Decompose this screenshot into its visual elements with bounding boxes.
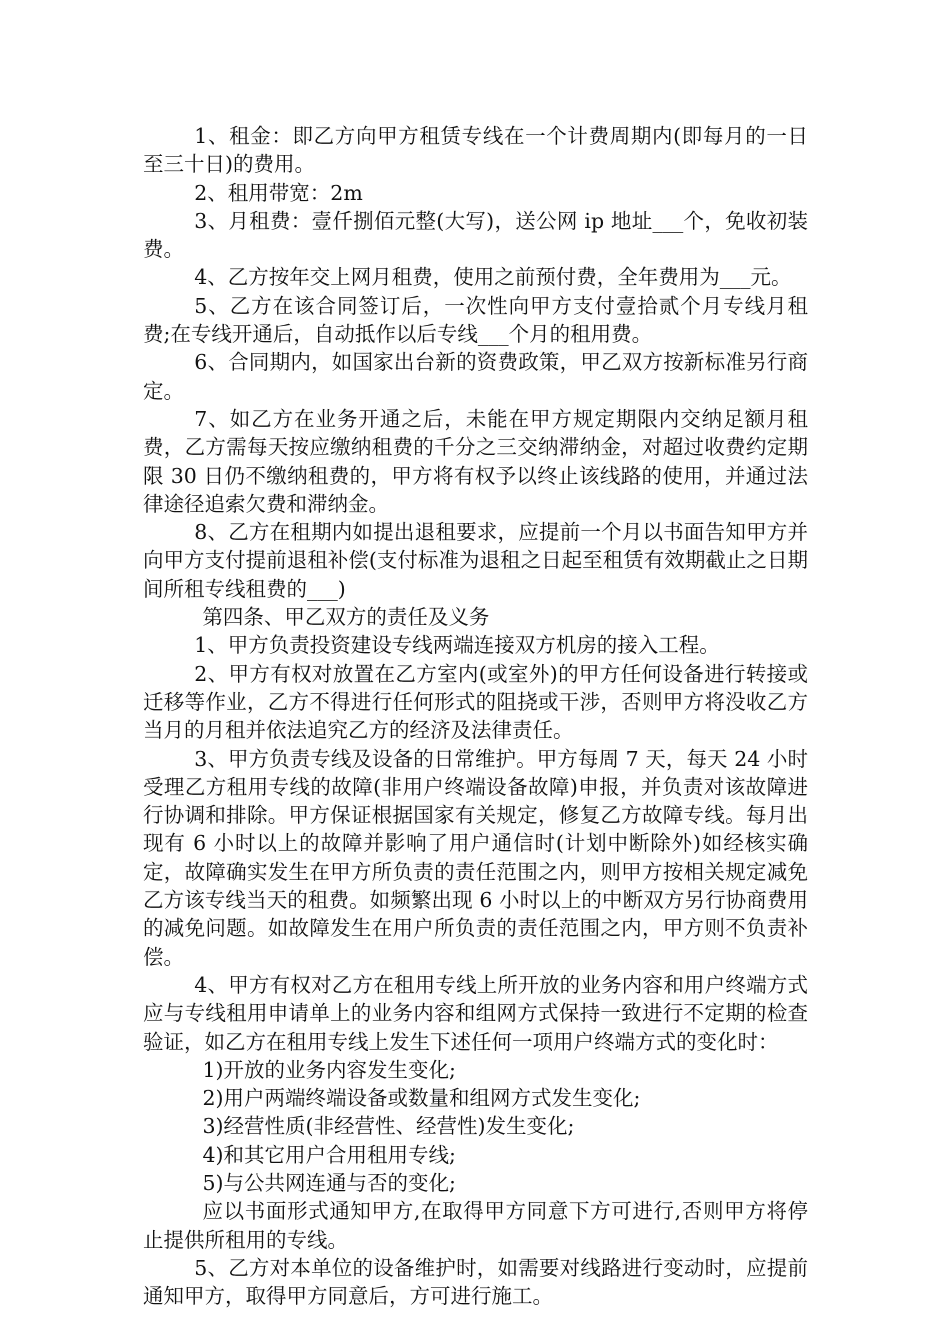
list-item: 1)开放的业务内容发生变化;: [202, 1057, 456, 1082]
clause-late-fee: 7、如乙方在业务开通之后，未能在甲方规定期限内交纳足额月租费，乙方需每天按应缴纳租费的千分之三交纳滞纳金，对超过收费约定期限 30 日仍不缴纳租费的，甲方将有权予以终止该线路的使用，并通过法律途径追索欠费和滞纳金。: [143, 406, 808, 516]
notification-requirement: 应以书面形式通知甲方,在取得甲方同意下方可进行,否则甲方将停止提供所租用的专线。: [143, 1199, 808, 1252]
clause-early-termination: 8、乙方在租期内如提出退租要求，应提前一个月以书面告知甲方并向甲方支付提前退租补偿(支付标准为退租之日起至租赁有效期截止之日期间所租专线租费的___): [143, 520, 808, 601]
clause-bandwidth: 2、租用带宽：2m: [194, 180, 363, 205]
duty-line-change-notice: 5、乙方对本单位的设备维护时，如需要对线路进行变动时，应提前通知甲方，取得甲方同意后，方可进行施工。: [143, 1255, 808, 1309]
clause-rent: 1、租金：即乙方向甲方租赁专线在一个计费周期内(即每月的一日至三十日)的费用。: [143, 124, 808, 177]
list-item: 3)经营性质(非经营性、经营性)发生变化;: [202, 1114, 575, 1139]
duty-maintenance: 3、甲方负责专线及设备的日常维护。甲方每周 7 天，每天 24 小时受理乙方租用专线的故障(非用户终端设备故障)申报，并负责对该故障进行协调和排除。甲方保证根据国家有关规定，修复乙方故障专线。每月出现有 6 小时以上的故障并影响了用户通信时(计划中断除外)如经核实确定，故障确实发生在甲方所负责的责任范围之内，则甲方按相关规定减免乙方该专线当天的租费。如频繁出现 6 小时以上的中断双方另行协商费用的减免问题。如故障发生在用户所负责的责任范围之内，甲方则不负责补偿。: [143, 746, 808, 969]
section-heading-article-4: 第四条、甲乙双方的责任及义务: [202, 605, 490, 630]
clause-annual-payment: 4、乙方按年交上网月租费，使用之前预付费，全年费用为___元。: [194, 265, 792, 290]
clause-prepayment: 5、乙方在该合同签订后，一次性向甲方支付壹拾贰个月专线月租费;在专线开通后，自动抵作以后专线___个月的租用费。: [143, 293, 808, 347]
duty-access-construction: 1、甲方负责投资建设专线两端连接双方机房的接入工程。: [194, 633, 720, 658]
list-item: 5)与公共网连通与否的变化;: [202, 1170, 456, 1195]
document-page: [143, 122, 808, 1310]
list-item: 4)和其它用户合用租用专线;: [202, 1142, 456, 1167]
clause-monthly-fee: 3、月租费：壹仟捌佰元整(大写)，送公网 ip 地址___个，免收初装费。: [143, 208, 808, 262]
clause-policy-change: 6、合同期内，如国家出台新的资费政策，甲乙双方按新标准另行商定。: [143, 350, 808, 403]
list-item: 2)用户两端终端设备或数量和组网方式发生变化;: [202, 1086, 641, 1111]
duty-inspection: 4、甲方有权对乙方在租用专线上所开放的业务内容和用户终端方式应与专线租用申请单上的业务内容和组网方式保持一致进行不定期的检查验证，如乙方在租用专线上发生下述任何一项用户终端方式的变化时：: [143, 972, 808, 1054]
duty-equipment-relocation: 2、甲方有权对放置在乙方室内(或室外)的甲方任何设备进行转接或迁移等作业，乙方不得进行任何形式的阻挠或干涉，否则甲方将没收乙方当月的月租并依法追究乙方的经济及法律责任。: [143, 661, 808, 743]
